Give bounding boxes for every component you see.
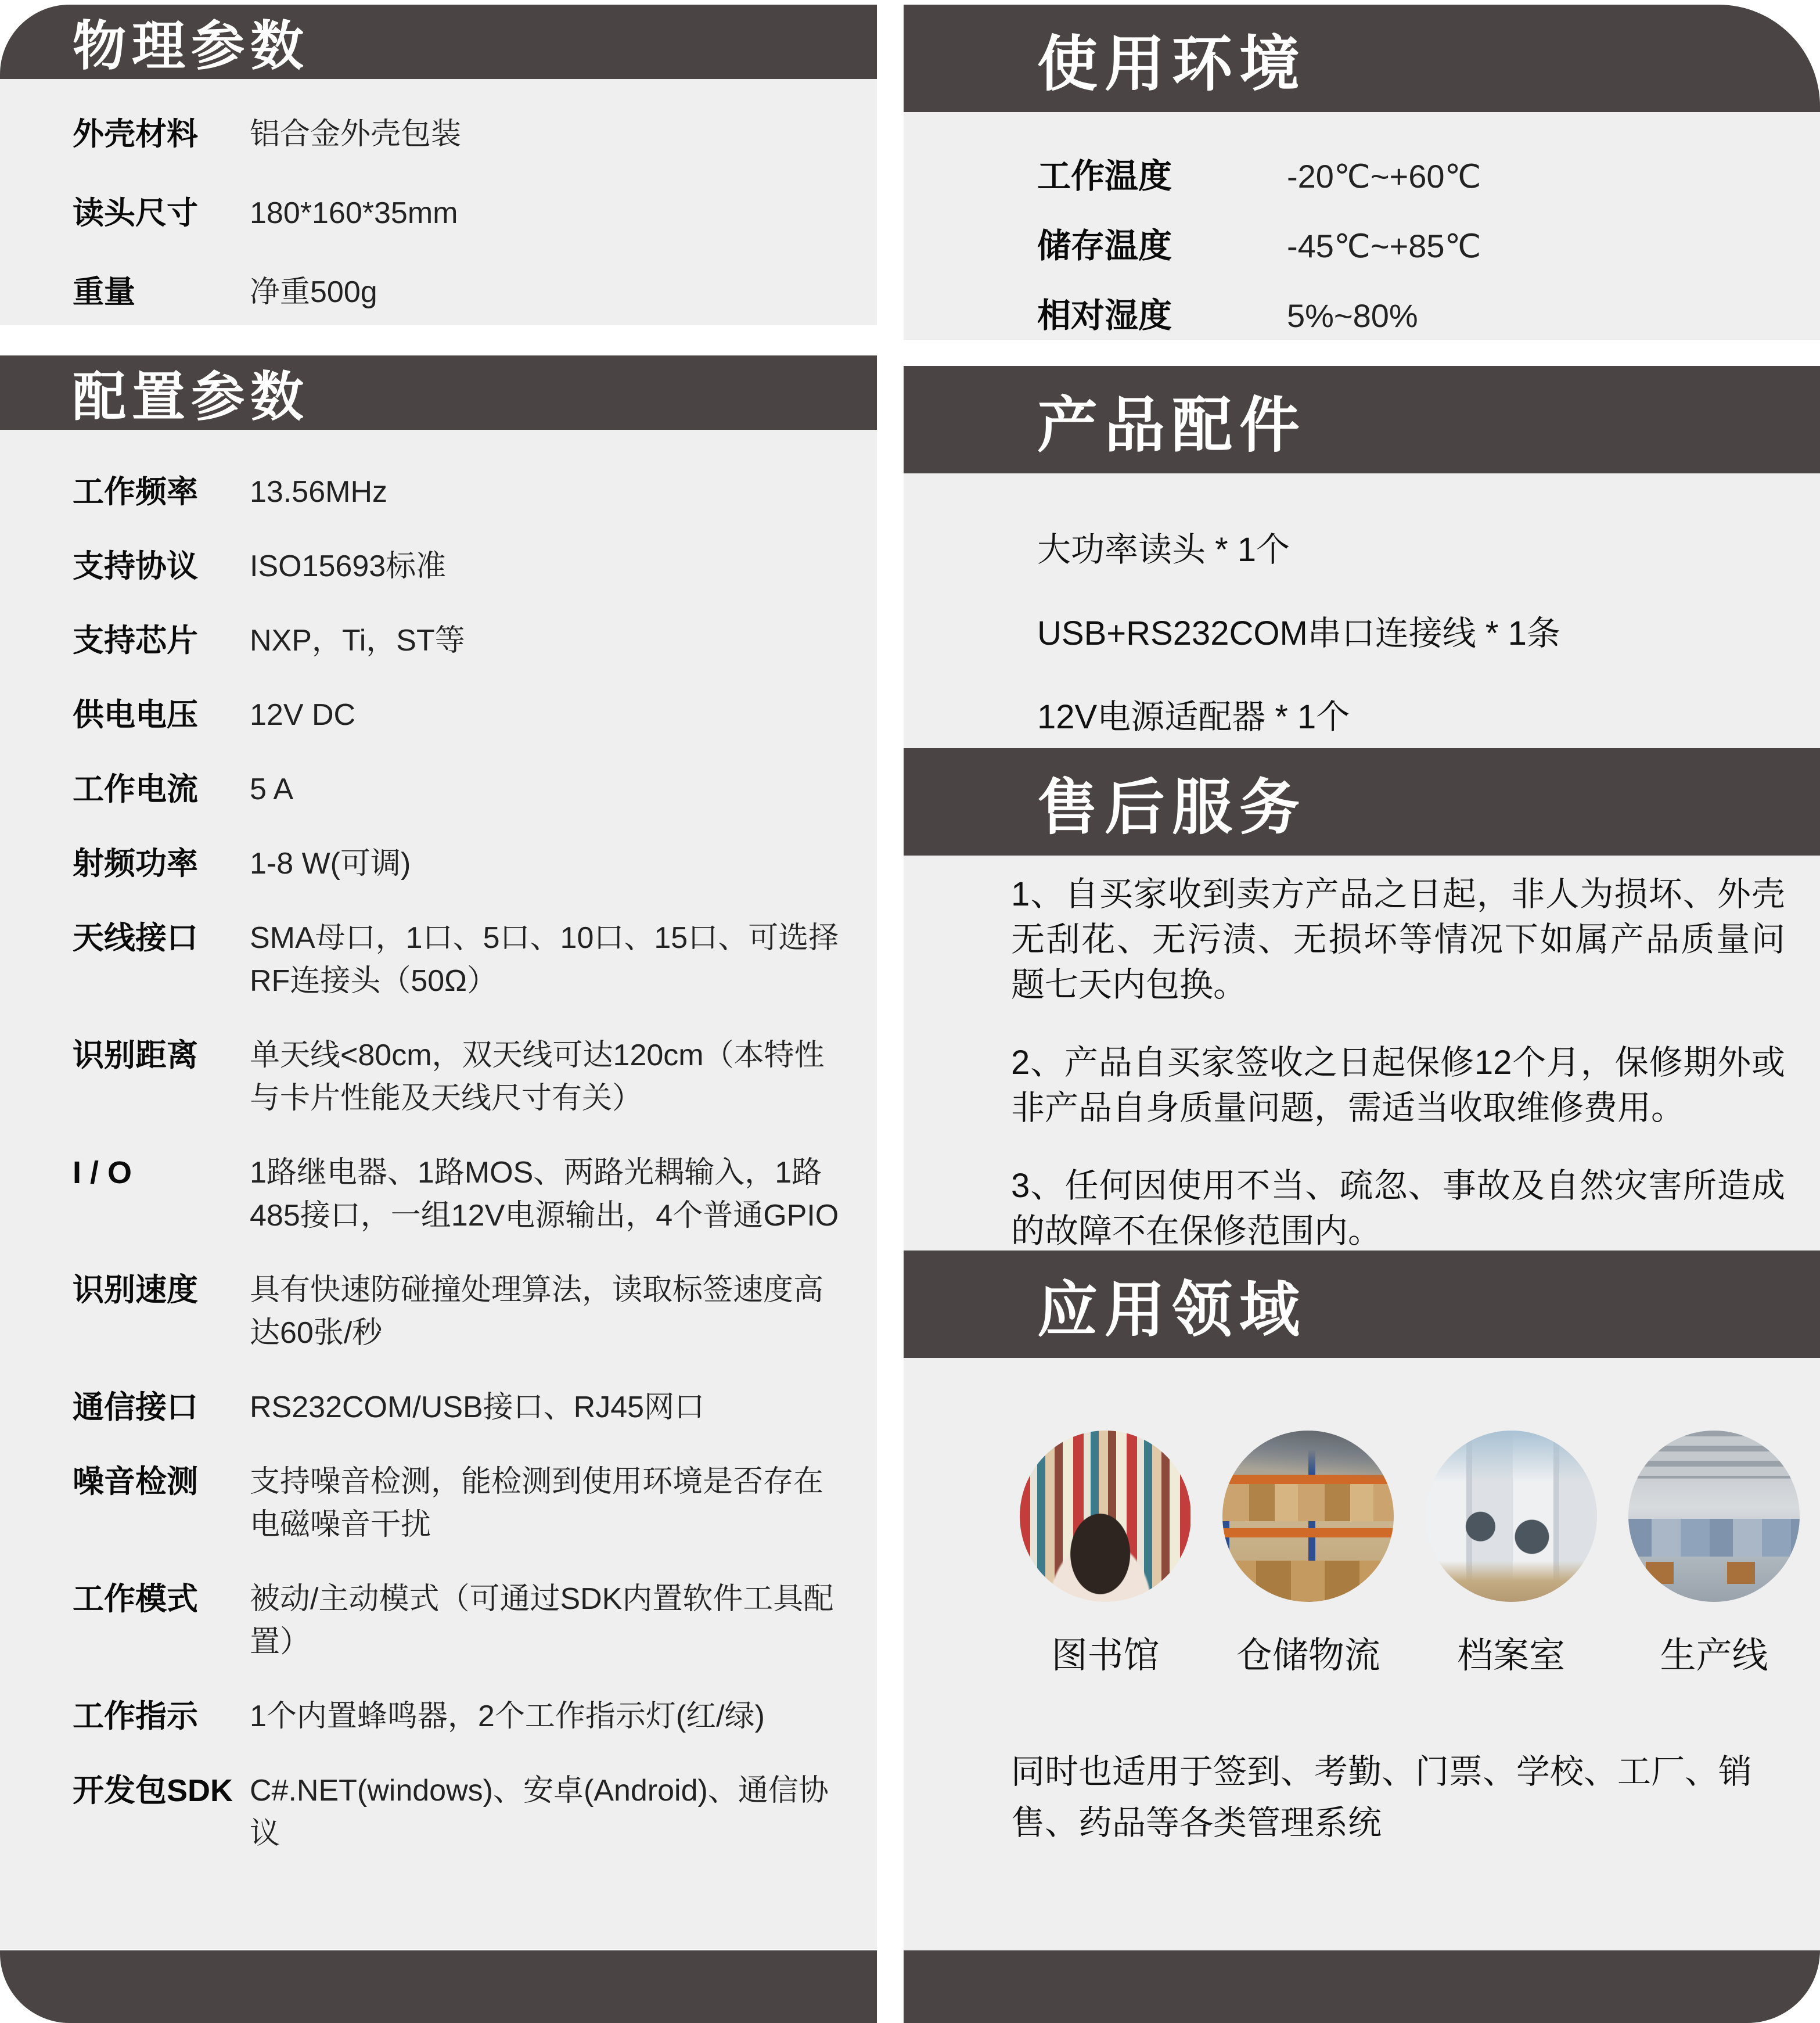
- physical-params-panel: [0, 79, 877, 325]
- spec-label: 工作指示: [73, 1699, 198, 1734]
- spec-value: 180*160*35mm: [250, 196, 458, 230]
- footer-bar-left: [0, 1950, 877, 2023]
- spec-row: [1037, 293, 1797, 339]
- spec-row: [73, 842, 848, 885]
- spec-label: 开发包SDK: [73, 1773, 233, 1808]
- warehouse-photo: [1222, 1431, 1394, 1602]
- spec-row: [73, 1578, 848, 1663]
- physical-params-rows: [0, 79, 877, 314]
- spec-label: I / O: [73, 1155, 132, 1190]
- applications-gallery: [904, 1358, 1820, 1678]
- config-params-title: 配置参数: [73, 368, 310, 427]
- spec-value: 支持噪音检测，能检测到使用环境是否存在电磁噪音干扰: [250, 1465, 824, 1541]
- spec-label: 工作频率: [73, 475, 198, 509]
- spec-label: 工作温度: [1037, 157, 1172, 195]
- spec-value: 5%~80%: [1287, 297, 1418, 334]
- spec-value: SMA母口，1口、5口、10口、15口、可选择RF连接头（50Ω）: [250, 921, 839, 998]
- after-sale-service-title: 售后服务: [1037, 774, 1307, 842]
- accessories-title: 产品配件: [1037, 391, 1307, 459]
- spec-row: [73, 470, 848, 513]
- spec-value: 1路继电器、1路MOS、两路光耦输入，1路485接口，一组12V电源输出，4个普通GPIO: [250, 1156, 839, 1233]
- service-paragraph: 2、产品自买家签收之日起保修12个月，保修期外或非产品自身质量问题，需适当收取维修费用。: [1011, 1044, 1785, 1127]
- environment-header: [904, 5, 1820, 112]
- accessories-panel: [904, 473, 1820, 748]
- physical-params-title: 物理参数: [73, 17, 310, 76]
- spec-label: 读头尺寸: [73, 196, 198, 231]
- accessory-item: 大功率读头 * 1个: [1037, 531, 1290, 569]
- accessory-item: USB+RS232COM串口连接线 * 1条: [1037, 615, 1560, 652]
- accessory-item: 12V电源适配器 * 1个: [1037, 698, 1350, 736]
- spec-row: [73, 1460, 848, 1546]
- spec-row: [73, 619, 848, 662]
- spec-row: [73, 694, 848, 736]
- spec-label: 识别速度: [73, 1273, 198, 1307]
- spec-row: [73, 1386, 848, 1429]
- after-sale-service-header: [904, 748, 1820, 856]
- spec-label: 重量: [73, 275, 135, 310]
- spec-row: [73, 768, 848, 811]
- accessories-header: [904, 366, 1820, 473]
- environment-title: 使用环境: [1037, 30, 1307, 98]
- spec-value: 单天线<80cm，双天线可达120cm（本特性与卡片性能及天线尺寸有关）: [250, 1039, 825, 1115]
- spec-row: [73, 113, 848, 156]
- spec-value: 1个内置蜂鸣器，2个工作指示灯(红/绿): [250, 1699, 765, 1733]
- spec-row: [73, 1034, 848, 1120]
- spec-label: 支持协议: [73, 549, 198, 584]
- spec-label: 储存温度: [1037, 227, 1172, 265]
- spec-value: 具有快速防碰撞处理算法，读取标签速度高达60张/秒: [250, 1273, 824, 1350]
- spec-label: 射频功率: [73, 846, 198, 881]
- spec-value: 净重500g: [250, 275, 377, 309]
- spec-row: [73, 1695, 848, 1738]
- spec-value: 5 A: [250, 772, 294, 806]
- applications-panel: [904, 1358, 1820, 1950]
- production-line-photo: [1628, 1431, 1800, 1602]
- spec-row: [73, 192, 848, 235]
- application-item: [1426, 1431, 1597, 1678]
- spec-row: [73, 545, 848, 588]
- environment-panel: [904, 112, 1820, 340]
- spec-value: RS232COM/USB接口、RJ45网口: [250, 1390, 705, 1424]
- spec-label: 供电电压: [73, 698, 198, 732]
- application-item: [1020, 1431, 1191, 1678]
- after-sale-service-panel: [904, 856, 1820, 1251]
- spec-label: 支持芯片: [73, 623, 198, 658]
- service-paragraph: 3、任何因使用不当、疏忽、事故及自然灾害所造成的故障不在保修范围内。: [1011, 1167, 1785, 1250]
- application-item: [1222, 1431, 1394, 1678]
- config-params-header: [0, 355, 877, 430]
- spec-value: -20℃~+60℃: [1287, 158, 1481, 195]
- spec-label: 外壳材料: [73, 117, 198, 152]
- application-label: 生产线: [1660, 1636, 1768, 1676]
- spec-row: [1037, 154, 1797, 199]
- application-item: [1628, 1431, 1800, 1678]
- spec-value: C#.NET(windows)、安卓(Android)、通信协议: [250, 1774, 829, 1850]
- service-paragraphs: [904, 856, 1820, 1254]
- spec-label: 识别距离: [73, 1038, 198, 1073]
- spec-value: 被动/主动模式（可通过SDK内置软件工具配置）: [250, 1582, 834, 1659]
- spec-label: 噪音检测: [73, 1464, 198, 1499]
- spec-label: 相对湿度: [1037, 297, 1172, 335]
- application-label: 档案室: [1457, 1636, 1566, 1676]
- service-paragraph: 1、自买家收到卖方产品之日起，非人为损坏、外壳无刮花、无污渍、无损坏等情况下如属产品质量问题七天内包换。: [1011, 875, 1785, 1004]
- library-photo: [1020, 1431, 1191, 1602]
- spec-value: 铝合金外壳包装: [250, 117, 462, 151]
- config-params-rows: [0, 430, 877, 1855]
- spec-row: [73, 1151, 848, 1237]
- physical-params-header: [0, 5, 877, 79]
- spec-value: NXP，Ti，ST等: [250, 624, 465, 657]
- applications-header: [904, 1251, 1820, 1358]
- spec-value: -45℃~+85℃: [1287, 228, 1481, 264]
- spec-row: [1037, 224, 1797, 269]
- spec-value: ISO15693标准: [250, 549, 447, 583]
- spec-label: 工作电流: [73, 772, 198, 807]
- spec-row: [73, 1269, 848, 1354]
- accessories-list: [904, 473, 1820, 741]
- spec-label: 天线接口: [73, 921, 198, 955]
- application-label: 图书馆: [1051, 1636, 1160, 1676]
- footer-bar-right: [904, 1950, 1820, 2023]
- spec-value: 12V DC: [250, 698, 356, 732]
- spec-row: [73, 271, 848, 314]
- config-params-panel: [0, 430, 877, 1949]
- application-label: 仓储物流: [1236, 1636, 1380, 1676]
- spec-value: 1-8 W(可调): [250, 847, 411, 881]
- archive-photo: [1426, 1431, 1597, 1602]
- spec-value: 13.56MHz: [250, 475, 387, 509]
- applications-note: 同时也适用于签到、考勤、门票、学校、工厂、销售、药品等各类管理系统: [1011, 1753, 1753, 1842]
- spec-row: [73, 917, 848, 1002]
- spec-label: 通信接口: [73, 1390, 198, 1425]
- applications-title: 应用领域: [1037, 1276, 1307, 1344]
- spec-label: 工作模式: [73, 1582, 198, 1616]
- spec-row: [73, 1769, 848, 1855]
- environment-rows: [904, 112, 1820, 339]
